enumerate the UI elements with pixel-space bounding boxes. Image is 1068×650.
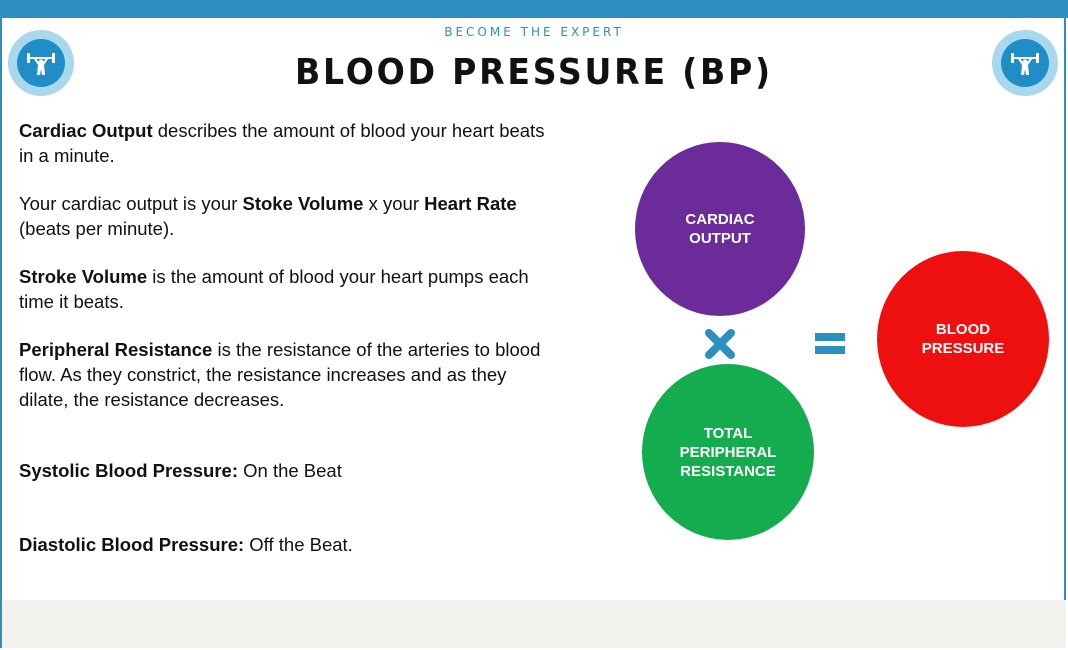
diastolic-definition <box>19 532 353 557</box>
term: Systolic Blood Pressure: <box>19 460 238 481</box>
multiply-icon <box>703 327 737 361</box>
definition-text: is the amount of blood your heart pumps each time it beats. <box>19 266 529 312</box>
systolic-definition <box>19 458 342 483</box>
blood-pressure-circle: BLOOD PRESSURE <box>877 251 1049 427</box>
footer-strip <box>2 600 1066 648</box>
term: Heart Rate <box>424 193 517 214</box>
term: Diastolic Blood Pressure: <box>19 534 245 555</box>
total-peripheral-resistance-circle: TOTAL PERIPHERAL RESISTANCE <box>642 364 814 540</box>
term: Peripheral Resistance <box>19 339 213 360</box>
page-title: BLOOD PRESSURE (BP) <box>295 52 773 93</box>
equals-icon <box>815 333 845 355</box>
cardiac-output-circle: CARDIAC OUTPUT <box>635 142 805 316</box>
definition-text: describes the amount of blood your heart beats in a minute. <box>19 120 545 166</box>
term: Cardiac Output <box>19 120 153 141</box>
formula-text: (beats per minute). <box>19 218 175 239</box>
cardiac-output-definition <box>19 118 559 168</box>
top-accent-bar <box>0 0 1068 18</box>
term: Stoke Volume <box>242 193 364 214</box>
term: Stroke Volume <box>19 266 148 287</box>
stroke-volume-definition <box>19 264 559 314</box>
formula-text: Your cardiac output is your <box>19 193 243 214</box>
peripheral-resistance-definition <box>19 337 559 412</box>
definition-text: Off the Beat. <box>244 534 353 555</box>
definition-text: On the Beat <box>237 460 342 481</box>
formula-text: x your <box>363 193 425 214</box>
definition-text: is the resistance of the arteries to blood flow. As they constrict, the resistance increases and as they dilate, the resistance decreases. <box>19 339 541 410</box>
cardiac-output-formula <box>19 191 559 241</box>
eyebrow-text: BECOME THE EXPERT <box>444 25 624 39</box>
